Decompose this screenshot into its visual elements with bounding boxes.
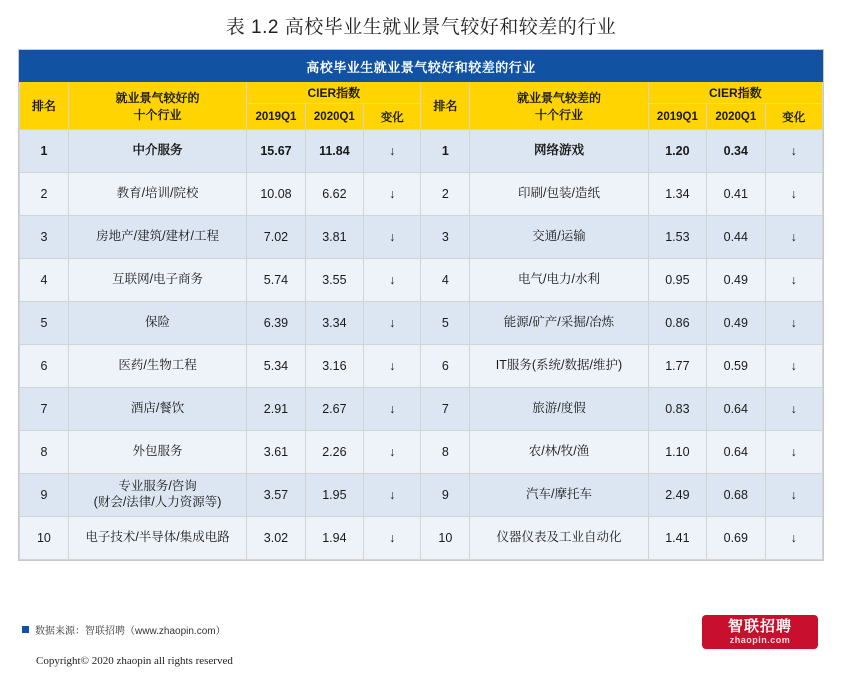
table-row <box>20 431 823 474</box>
table-row <box>20 474 823 517</box>
good-2020q1: 3.16 <box>305 345 363 388</box>
good-industry: 酒店/餐饮 <box>68 388 246 431</box>
table-row <box>20 173 823 216</box>
table-row <box>20 345 823 388</box>
table-banner-label: 高校毕业生就业景气较好和较差的行业 <box>20 51 823 82</box>
bad-2019q1: 1.10 <box>648 431 706 474</box>
good-2020q1: 3.81 <box>305 216 363 259</box>
bad-industry: 农/林/牧/渔 <box>470 431 648 474</box>
bad-2019q1: 0.86 <box>648 302 706 345</box>
bad-change: ↓ <box>765 474 823 517</box>
header-cier-bad: CIER指数 <box>648 82 822 104</box>
good-industry: 外包服务 <box>68 431 246 474</box>
header-2020q1-good: 2020Q1 <box>305 104 363 130</box>
industry-table-container <box>18 49 824 561</box>
bad-industry: 旅游/度假 <box>470 388 648 431</box>
header-2019q1-bad: 2019Q1 <box>648 104 706 130</box>
table-row <box>20 302 823 345</box>
bad-rank: 4 <box>421 259 470 302</box>
bad-industry: 交通/运输 <box>470 216 648 259</box>
bad-rank: 8 <box>421 431 470 474</box>
header-rank-good: 排名 <box>20 82 69 130</box>
good-change: ↓ <box>364 388 421 431</box>
bad-2020q1: 0.44 <box>707 216 765 259</box>
industry-table <box>19 50 823 560</box>
good-change: ↓ <box>364 345 421 388</box>
header-2019q1-good: 2019Q1 <box>247 104 305 130</box>
good-rank: 8 <box>20 431 69 474</box>
good-2019q1: 3.61 <box>247 431 305 474</box>
bad-2019q1: 2.49 <box>648 474 706 517</box>
good-industry: 电子技术/半导体/集成电路 <box>68 517 246 560</box>
source-note-text: 数据来源：智联招聘（www.zhaopin.com） <box>35 626 226 637</box>
good-change: ↓ <box>364 302 421 345</box>
header-industry-good-line2: 十个行业 <box>133 107 182 122</box>
bad-change: ↓ <box>765 431 823 474</box>
good-change: ↓ <box>364 517 421 560</box>
bad-industry: 网络游戏 <box>470 130 648 173</box>
bad-2020q1: 0.64 <box>707 431 765 474</box>
good-2020q1: 3.55 <box>305 259 363 302</box>
good-2019q1: 3.02 <box>247 517 305 560</box>
good-2019q1: 6.39 <box>247 302 305 345</box>
good-2020q1: 3.34 <box>305 302 363 345</box>
table-banner-row <box>20 51 823 82</box>
header-cier-good: CIER指数 <box>247 82 421 104</box>
good-industry-line2: (财会/法律/人力资源等) <box>93 495 222 509</box>
header-industry-bad <box>470 82 648 130</box>
good-industry <box>68 474 246 517</box>
good-2019q1: 2.91 <box>247 388 305 431</box>
bad-2019q1: 0.83 <box>648 388 706 431</box>
header-industry-good <box>68 82 246 130</box>
good-rank: 4 <box>20 259 69 302</box>
bad-rank: 5 <box>421 302 470 345</box>
bad-change: ↓ <box>765 388 823 431</box>
bad-2019q1: 1.53 <box>648 216 706 259</box>
good-2019q1: 3.57 <box>247 474 305 517</box>
good-2019q1: 15.67 <box>247 130 305 173</box>
bad-2019q1: 1.20 <box>648 130 706 173</box>
good-2020q1: 6.62 <box>305 173 363 216</box>
good-rank: 5 <box>20 302 69 345</box>
header-row-top <box>20 82 823 104</box>
bullet-square-icon <box>22 626 29 633</box>
bad-change: ↓ <box>765 130 823 173</box>
bad-industry: 能源/矿产/采掘/冶炼 <box>470 302 648 345</box>
copyright-text: Copyright© 2020 zhaopin all rights reserved <box>36 655 233 667</box>
good-change: ↓ <box>364 259 421 302</box>
bad-2020q1: 0.49 <box>707 302 765 345</box>
bad-rank: 9 <box>421 474 470 517</box>
bad-rank: 6 <box>421 345 470 388</box>
good-rank: 1 <box>20 130 69 173</box>
bad-rank: 3 <box>421 216 470 259</box>
bad-2020q1: 0.69 <box>707 517 765 560</box>
bad-2019q1: 1.41 <box>648 517 706 560</box>
header-change-bad: 变化 <box>765 104 823 130</box>
good-rank: 2 <box>20 173 69 216</box>
bad-2019q1: 0.95 <box>648 259 706 302</box>
bad-2020q1: 0.49 <box>707 259 765 302</box>
page-title: 表 1.2 高校毕业生就业景气较好和较差的行业 <box>225 17 617 38</box>
good-industry: 房地产/建筑/建材/工程 <box>68 216 246 259</box>
good-2019q1: 5.74 <box>247 259 305 302</box>
table-row <box>20 388 823 431</box>
bad-industry: IT服务(系统/数据/维护) <box>470 345 648 388</box>
bad-2020q1: 0.59 <box>707 345 765 388</box>
good-2019q1: 7.02 <box>247 216 305 259</box>
bad-2020q1: 0.41 <box>707 173 765 216</box>
good-rank: 10 <box>20 517 69 560</box>
zhaopin-logo <box>702 615 818 649</box>
table-row <box>20 130 823 173</box>
good-2019q1: 10.08 <box>247 173 305 216</box>
bad-industry: 印刷/包装/造纸 <box>470 173 648 216</box>
good-industry-line1: 专业服务/咨询 <box>118 479 197 494</box>
bad-2019q1: 1.34 <box>648 173 706 216</box>
header-industry-good-line1: 就业景气较好的 <box>115 90 200 105</box>
bad-2020q1: 0.68 <box>707 474 765 517</box>
bad-rank: 10 <box>421 517 470 560</box>
table-row <box>20 517 823 560</box>
bad-change: ↓ <box>765 345 823 388</box>
good-rank: 9 <box>20 474 69 517</box>
logo-cn-text: 智联招聘 <box>727 617 792 635</box>
good-industry: 教育/培训/院校 <box>68 173 246 216</box>
good-2020q1: 11.84 <box>305 130 363 173</box>
good-2020q1: 2.26 <box>305 431 363 474</box>
good-change: ↓ <box>364 474 421 517</box>
bad-industry: 汽车/摩托车 <box>470 474 648 517</box>
bad-2020q1: 0.34 <box>707 130 765 173</box>
logo-en-text: zhaopin.com <box>729 634 791 645</box>
bad-rank: 1 <box>421 130 470 173</box>
good-industry: 中介服务 <box>68 130 246 173</box>
bad-change: ↓ <box>765 517 823 560</box>
bad-change: ↓ <box>765 302 823 345</box>
bad-2020q1: 0.64 <box>707 388 765 431</box>
bad-industry: 电气/电力/水利 <box>470 259 648 302</box>
good-2020q1: 1.94 <box>305 517 363 560</box>
good-industry: 保险 <box>68 302 246 345</box>
header-industry-bad-line2: 十个行业 <box>534 107 583 122</box>
header-industry-bad-line1: 就业景气较差的 <box>516 90 601 105</box>
table-row <box>20 216 823 259</box>
good-change: ↓ <box>364 431 421 474</box>
source-note <box>22 622 226 637</box>
good-change: ↓ <box>364 216 421 259</box>
table-row <box>20 259 823 302</box>
bad-change: ↓ <box>765 173 823 216</box>
good-rank: 7 <box>20 388 69 431</box>
header-change-good: 变化 <box>364 104 421 130</box>
bad-rank: 7 <box>421 388 470 431</box>
good-industry: 医药/生物工程 <box>68 345 246 388</box>
bad-change: ↓ <box>765 259 823 302</box>
good-2020q1: 2.67 <box>305 388 363 431</box>
good-2020q1: 1.95 <box>305 474 363 517</box>
good-rank: 6 <box>20 345 69 388</box>
header-rank-bad: 排名 <box>421 82 470 130</box>
good-rank: 3 <box>20 216 69 259</box>
good-change: ↓ <box>364 173 421 216</box>
bad-industry: 仪器仪表及工业自动化 <box>470 517 648 560</box>
bad-rank: 2 <box>421 173 470 216</box>
bad-change: ↓ <box>765 216 823 259</box>
good-2019q1: 5.34 <box>247 345 305 388</box>
bad-2019q1: 1.77 <box>648 345 706 388</box>
header-2020q1-bad: 2020Q1 <box>707 104 765 130</box>
good-change: ↓ <box>364 130 421 173</box>
good-industry: 互联网/电子商务 <box>68 259 246 302</box>
